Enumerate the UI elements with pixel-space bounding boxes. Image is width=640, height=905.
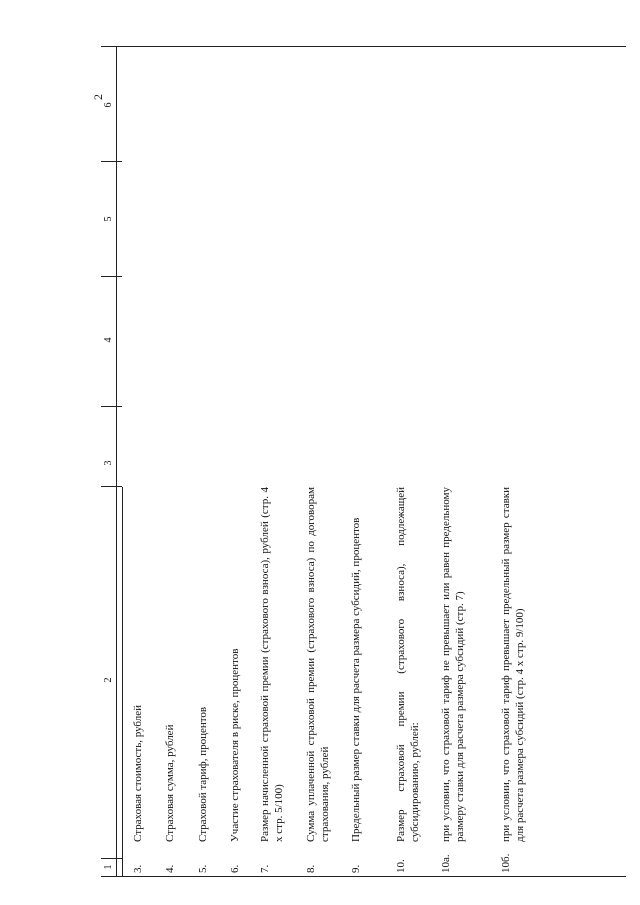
row-label: при условии, что страховой тариф превышает предельный размер ставки для расчета размера субсидий (стр. 4 х стр. 9/100)	[500, 487, 526, 842]
row-label: Предельный размер ставки для расчета размера субсидий, процентов	[350, 517, 362, 842]
column-number-5: 5	[103, 216, 114, 222]
row-number: 3.	[132, 864, 144, 873]
row-number: 10б.	[500, 853, 512, 873]
row-label: Страховая сумма, рублей	[164, 724, 176, 842]
col-tick-5	[101, 161, 122, 162]
row-number: 4.	[164, 864, 176, 873]
row-number: 9.	[350, 864, 362, 873]
row-number: 7.	[259, 864, 271, 873]
column-divider-1	[122, 487, 123, 877]
row-label: Размер страховой премии (страхового взноса), подлежащей субсидированию, рублей:	[395, 487, 421, 842]
col-tick-3	[101, 406, 122, 407]
row-label: Размер начисленной страховой премии (страхового взноса), рублей (стр. 4 х стр. 5/100)	[259, 487, 285, 842]
row-label: Сумма уплаченной страховой премии (страхового взноса) по договорам страхования, рублей	[305, 487, 331, 842]
row-label: Страховой тариф, процентов	[197, 706, 209, 842]
row-number: 6.	[229, 864, 241, 873]
rotated-table	[91, 2, 626, 877]
row-number: 8.	[305, 864, 317, 873]
row-label: Участие страхователя в риске, процентов	[229, 648, 241, 842]
page-number: 2	[91, 94, 105, 100]
column-number-3: 3	[103, 460, 114, 466]
column-number-1: 1	[103, 864, 114, 870]
row-number: 10а.	[440, 854, 452, 873]
table-right-border	[101, 46, 626, 47]
header-row-border	[116, 46, 117, 877]
row-number: 5.	[197, 864, 209, 873]
table-left-border	[101, 876, 626, 877]
column-number-6: 6	[103, 102, 114, 108]
column-number-2: 2	[103, 677, 114, 683]
row-number: 10.	[395, 859, 407, 873]
row-label: при условии, что страховой тариф не превышает или равен предельному размеру ставки для расчета размера субсидий (стр. 7)	[440, 487, 466, 842]
row-label: Страховая стоимость, рублей	[132, 704, 144, 842]
col-tick-4	[101, 276, 122, 277]
column-number-4: 4	[103, 337, 114, 343]
col-tick-2	[101, 486, 122, 487]
